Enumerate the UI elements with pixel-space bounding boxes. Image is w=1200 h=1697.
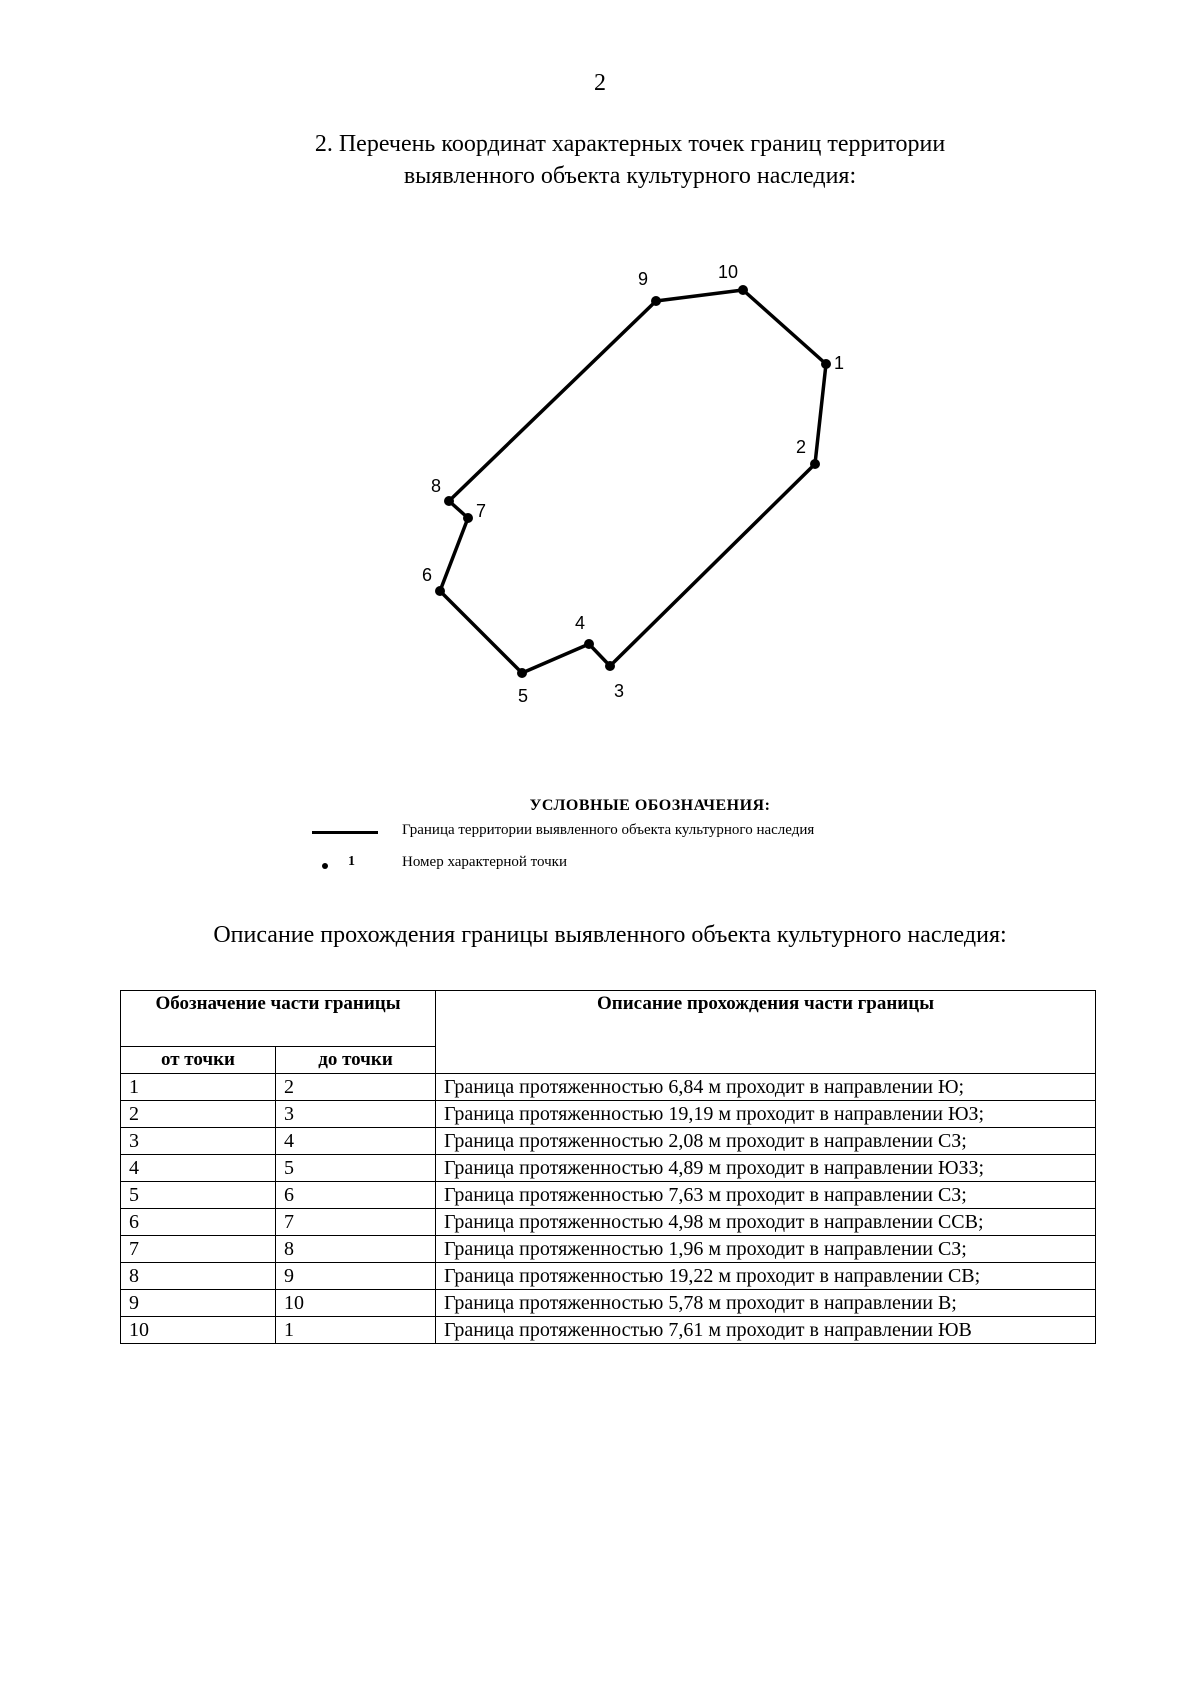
from-point-cell: 5	[121, 1182, 276, 1209]
boundary-point-label: 5	[518, 686, 529, 706]
from-point-cell: 8	[121, 1263, 276, 1290]
boundary-point-marker	[651, 296, 661, 306]
legend-boundary-line-symbol	[312, 831, 378, 834]
group-header: Обозначение части границы	[121, 991, 436, 1047]
to-point-header: до точки	[276, 1047, 436, 1074]
page-number: 2	[594, 70, 606, 96]
segment-description-cell: Граница протяженностью 7,63 м проходит в направлении СЗ;	[436, 1182, 1096, 1209]
boundary-description-table	[120, 990, 1096, 1344]
boundary-point-marker	[517, 668, 527, 678]
section-heading-line-2: выявленного объекта культурного наследия:	[403, 163, 857, 189]
to-point-cell: 1	[276, 1317, 436, 1344]
table-row	[121, 1236, 1096, 1263]
description-column-header: Описание прохождения части границы	[436, 991, 1096, 1074]
table-row	[121, 1128, 1096, 1155]
section-heading-line-1: 2. Перечень координат характерных точек границ территории	[314, 131, 946, 157]
table-row	[121, 1101, 1096, 1128]
boundary-point-label: 10	[718, 262, 739, 282]
segment-description-cell: Граница протяженностью 19,19 м проходит в направлении ЮЗ;	[436, 1101, 1096, 1128]
section-heading	[0, 128, 1200, 192]
to-point-cell: 8	[276, 1236, 436, 1263]
segment-description-cell: Граница протяженностью 4,89 м проходит в направлении ЮЗЗ;	[436, 1155, 1096, 1182]
to-point-cell: 5	[276, 1155, 436, 1182]
boundary-point-label: 8	[431, 476, 442, 496]
boundary-point-label: 6	[422, 565, 433, 585]
boundary-point-marker	[810, 459, 820, 469]
table-row	[121, 1155, 1096, 1182]
segment-description-cell: Граница протяженностью 6,84 м проходит в направлении Ю;	[436, 1074, 1096, 1101]
to-point-cell: 10	[276, 1290, 436, 1317]
from-point-cell: 1	[121, 1074, 276, 1101]
legend-boundary-text: Граница территории выявленного объекта культурного наследия	[402, 822, 815, 838]
table-row	[121, 1074, 1096, 1101]
segment-description-cell: Граница протяженностью 5,78 м проходит в направлении В;	[436, 1290, 1096, 1317]
to-point-cell: 7	[276, 1209, 436, 1236]
legend-point-number: 1	[348, 854, 355, 869]
table-row	[121, 1317, 1096, 1344]
boundary-point-label: 1	[834, 353, 845, 373]
boundary-point-marker	[584, 639, 594, 649]
boundary-scheme-svg	[400, 245, 880, 725]
table-header-row	[121, 991, 1096, 1047]
segment-description-cell: Граница протяженностью 2,08 м проходит в направлении СЗ;	[436, 1128, 1096, 1155]
table-row	[121, 1209, 1096, 1236]
boundary-point-label: 3	[614, 681, 625, 701]
table-row	[121, 1263, 1096, 1290]
boundary-point-label: 4	[575, 613, 586, 633]
to-point-cell: 6	[276, 1182, 436, 1209]
legend-title: УСЛОВНЫЕ ОБОЗНАЧЕНИЯ:	[529, 797, 771, 814]
from-point-cell: 2	[121, 1101, 276, 1128]
boundary-point-marker	[821, 359, 831, 369]
from-point-cell: 7	[121, 1236, 276, 1263]
table-row	[121, 1182, 1096, 1209]
boundary-point-label: 9	[638, 269, 649, 289]
from-point-cell: 9	[121, 1290, 276, 1317]
to-point-cell: 9	[276, 1263, 436, 1290]
from-point-cell: 6	[121, 1209, 276, 1236]
segment-description-cell: Граница протяженностью 1,96 м проходит в направлении СЗ;	[436, 1236, 1096, 1263]
from-point-cell: 3	[121, 1128, 276, 1155]
segment-description-cell: Граница протяженностью 19,22 м проходит в направлении СВ;	[436, 1263, 1096, 1290]
boundary-point-label: 2	[796, 437, 807, 457]
to-point-cell: 3	[276, 1101, 436, 1128]
segment-description-cell: Граница протяженностью 7,61 м проходит в направлении ЮВ	[436, 1317, 1096, 1344]
boundary-point-marker	[738, 285, 748, 295]
boundary-point-marker	[605, 661, 615, 671]
from-point-cell: 10	[121, 1317, 276, 1344]
boundary-point-label: 7	[476, 501, 487, 521]
description-heading: Описание прохождения границы выявленного объекта культурного наследия:	[213, 922, 1007, 948]
boundary-point-marker	[444, 496, 454, 506]
from-point-cell: 4	[121, 1155, 276, 1182]
from-point-header: от точки	[121, 1047, 276, 1074]
boundary-point-marker	[463, 513, 473, 523]
to-point-cell: 2	[276, 1074, 436, 1101]
boundary-scheme	[400, 245, 880, 725]
legend-point-dot-symbol	[322, 863, 328, 869]
to-point-cell: 4	[276, 1128, 436, 1155]
boundary-point-marker	[435, 586, 445, 596]
segment-description-cell: Граница протяженностью 4,98 м проходит в направлении ССВ;	[436, 1209, 1096, 1236]
table-row	[121, 1290, 1096, 1317]
legend-point-text: Номер характерной точки	[402, 854, 567, 870]
boundary-line	[440, 290, 826, 673]
